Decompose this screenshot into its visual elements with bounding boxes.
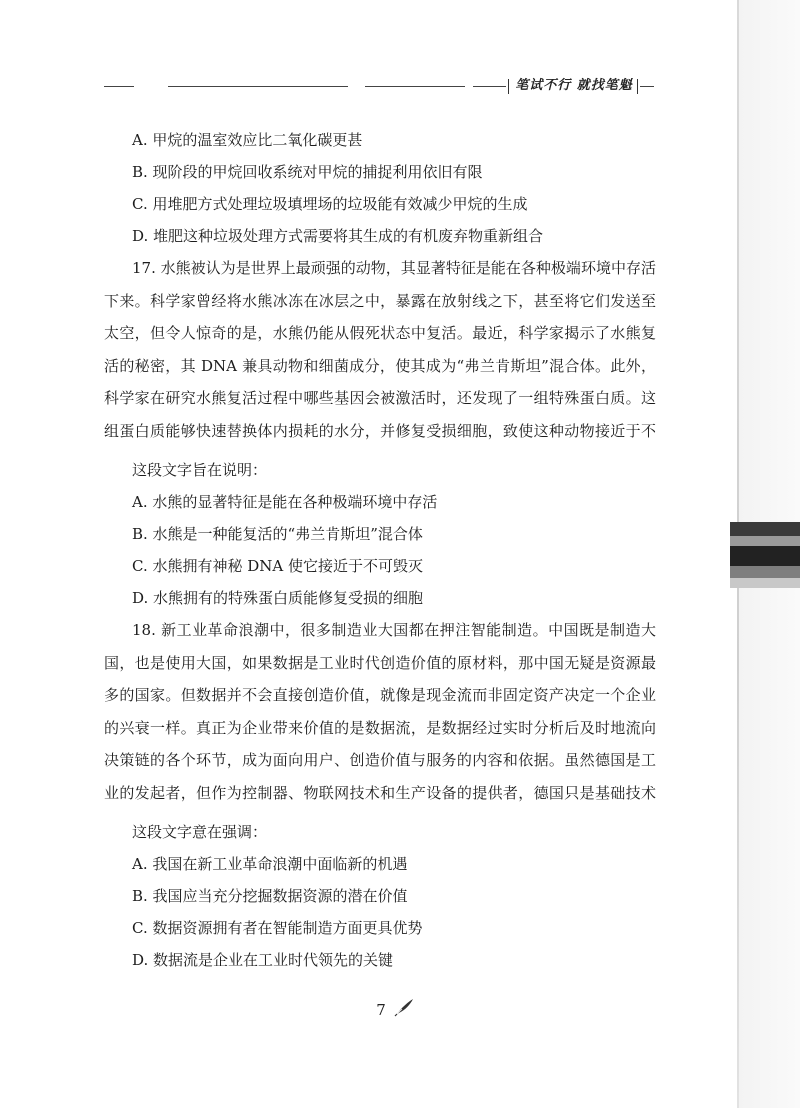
quill-pen-icon bbox=[393, 996, 415, 1018]
q18-option-c: C. 数据资源拥有者在智能制造方面更具优势 bbox=[132, 919, 423, 937]
q16-option-a: A. 甲烷的温室效应比二氧化碳更甚 bbox=[132, 131, 363, 149]
page-number: 7 bbox=[376, 1001, 386, 1019]
header-rule bbox=[473, 86, 506, 87]
header-rule bbox=[104, 86, 134, 87]
q18-option-d: D. 数据流是企业在工业时代领先的关键 bbox=[132, 951, 394, 969]
q16-option-d: D. 堆肥这种垃圾处理方式需要将其生成的有机废弃物重新组合 bbox=[132, 227, 544, 245]
header-slogan: 笔试不行 就找笔魁 bbox=[515, 78, 633, 93]
q17-stem: 这段文字旨在说明： bbox=[132, 461, 268, 479]
header-rule bbox=[640, 86, 654, 87]
q17-option-d: D. 水熊拥有的特殊蛋白质能修复受损的细胞 bbox=[132, 589, 424, 607]
q16-option-c: C. 用堆肥方式处理垃圾填埋场的垃圾能有效减少甲烷的生成 bbox=[132, 195, 528, 213]
q17-option-b: B. 水熊是一种能复活的“弗兰肯斯坦”混合体 bbox=[132, 525, 423, 543]
q17-option-c: C. 水熊拥有神秘 DNA 使它接近于不可毁灭 bbox=[132, 557, 424, 575]
q16-options bbox=[104, 130, 656, 246]
q17-passage: 17. 水熊被认为是世界上最顽强的动物，其显著特征是能在各种极端环境中存活下来。科学家曾经将水熊冰冻在冰层之中，暴露在放射线之下，甚至将它们发送至太空，但令人惊奇的是，水熊仍能从假死状态中复活。最近，科学家揭示了水熊复活的秘密，其 DNA 兼具动物和细菌成分，使其成为“弗兰肯斯坦”混合体。此外，科学家在研究水熊复活过程中哪些基因会被激活时，还发现了一组特殊蛋白质。这组蛋白质能够快速替换体内损耗的水分，并修复受损细胞，致使这种动物接近于不 bbox=[104, 259, 656, 440]
q18-passage: 18. 新工业革命浪潮中，很多制造业大国都在押注智能制造。中国既是制造大国，也是使用大国，如果数据是工业时代创造价值的原材料，那中国无疑是资源最多的国家。但数据并不会直接创造价值，就像是现金流而非固定资产决定一个企业的兴衰一样。真正为企业带来价值的是数据流，是数据经过实时分析后及时地流向决策链的各个环节，成为面向用户、创造价值与服务的内容和依据。虽然德国是工业的发起者，但作为控制器、物联网技术和生产设备的提供者，德国只是基础技术 bbox=[104, 621, 656, 802]
scan-edge-band bbox=[730, 566, 800, 578]
header-divider bbox=[508, 79, 509, 94]
q18-option-a: A. 我国在新工业革命浪潮中面临新的机遇 bbox=[132, 855, 408, 873]
q18-stem: 这段文字意在强调： bbox=[132, 823, 268, 841]
question-18 bbox=[104, 614, 656, 970]
header-rule bbox=[168, 86, 348, 87]
header-rule bbox=[365, 86, 465, 87]
question-17 bbox=[104, 252, 656, 608]
scan-edge-band bbox=[730, 578, 800, 588]
scan-edge-band bbox=[730, 536, 800, 546]
q16-option-b: B. 现阶段的甲烷回收系统对甲烷的捕捉利用依旧有限 bbox=[132, 163, 483, 181]
page-content bbox=[104, 130, 656, 982]
q18-option-b: B. 我国应当充分挖掘数据资源的潜在价值 bbox=[132, 887, 408, 905]
q17-option-a: A. 水熊的显著特征是能在各种极端环境中存活 bbox=[132, 493, 438, 511]
header-divider bbox=[637, 79, 638, 94]
scan-edge-band bbox=[730, 546, 800, 566]
scan-edge-band bbox=[730, 522, 800, 536]
